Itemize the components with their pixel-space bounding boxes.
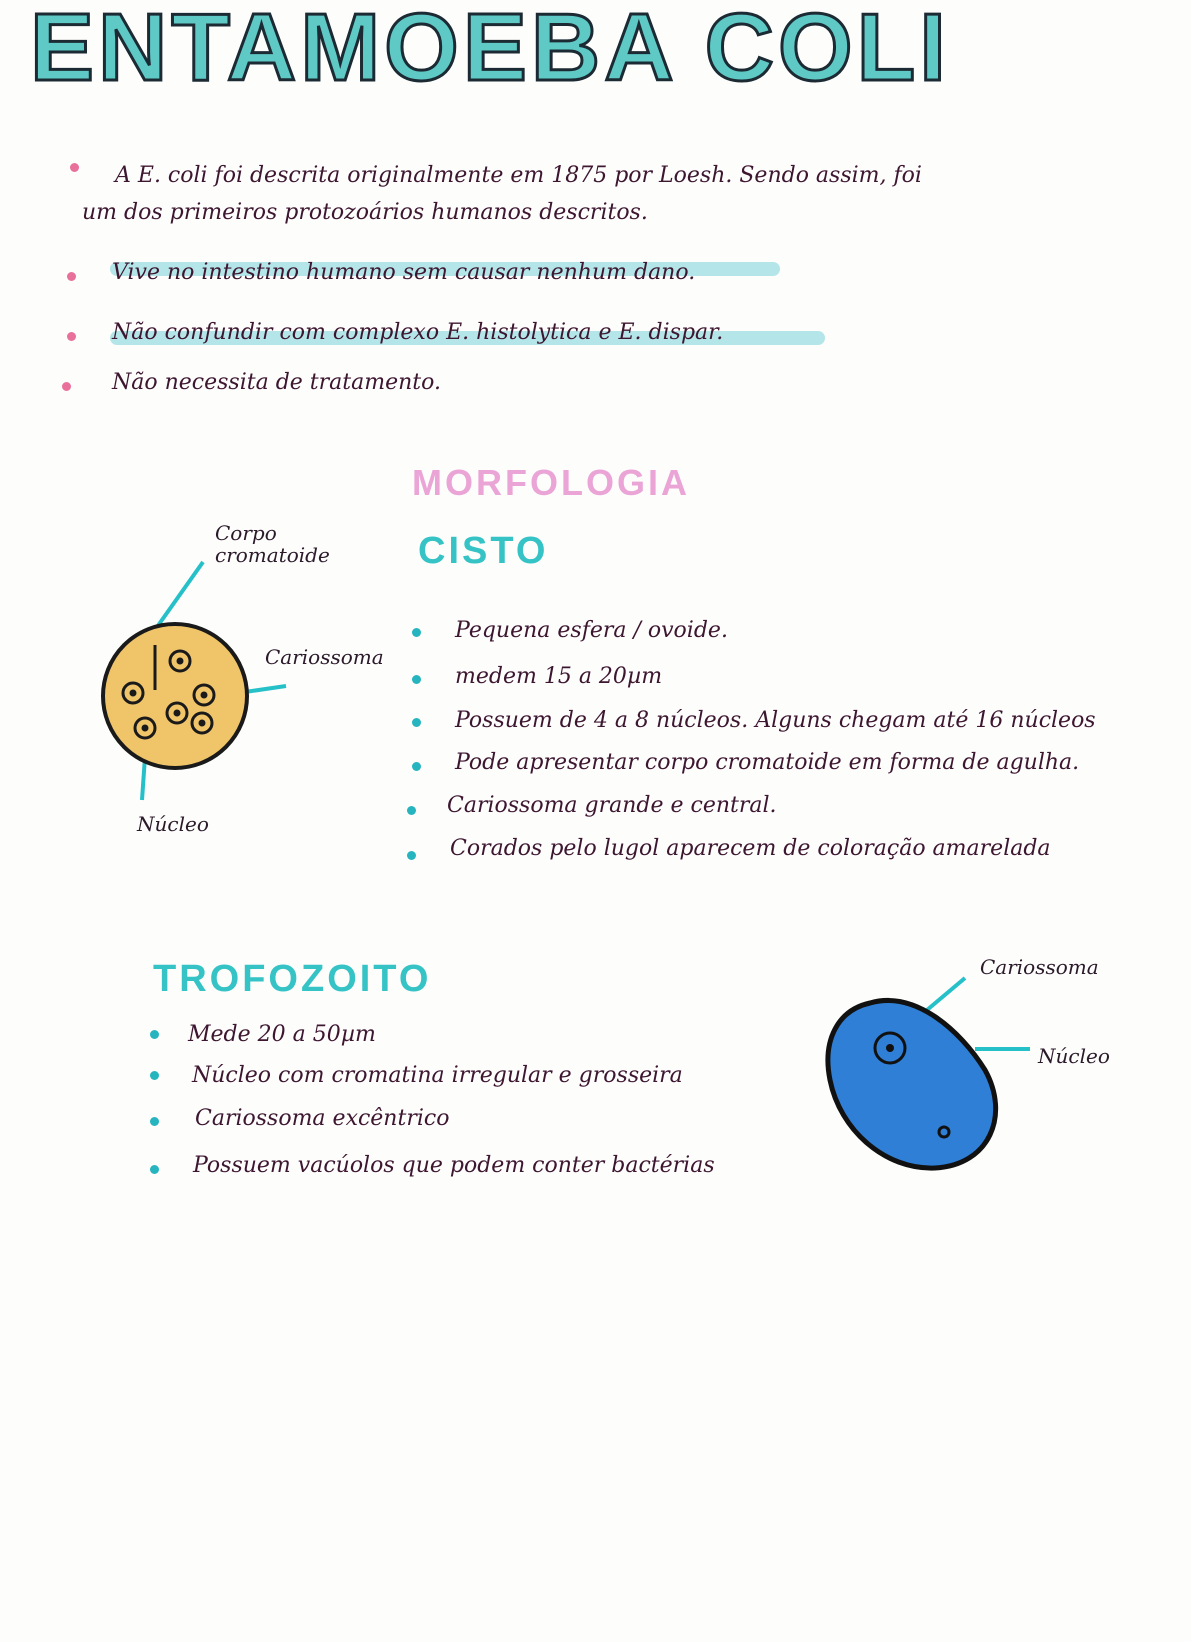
- intro-line-1a: A E. coli foi descrita originalmente em 1875 por Loesh. Sendo assim, foi: [115, 163, 922, 188]
- section-heading-morfologia: MORFOLOGIA: [412, 462, 690, 503]
- trofozoito-bullet: Cariossoma excêntrico: [195, 1106, 450, 1131]
- label-nucleo: Núcleo: [137, 812, 209, 836]
- label-cariossoma: Cariossoma: [265, 645, 384, 669]
- cisto-bullet: Possuem de 4 a 8 núcleos. Alguns chegam até 16 núcleos: [455, 708, 1096, 733]
- label-cariossoma-trofozoito: Cariossoma: [980, 955, 1099, 979]
- section-heading-cisto: CISTO: [418, 530, 549, 572]
- trofozoito-bullet: Mede 20 a 50µm: [188, 1022, 376, 1047]
- intro-line-2: Vive no intestino humano sem causar nenhum dano.: [112, 260, 696, 285]
- cisto-bullet: Corados pelo lugol aparecem de coloração amarelada: [450, 836, 1051, 861]
- cisto-bullet: Cariossoma grande e central.: [447, 793, 777, 818]
- cisto-bullet: Pequena esfera / ovoide.: [455, 618, 728, 643]
- trofozoito-bullet: Possuem vacúolos que podem conter bactérias: [193, 1153, 715, 1178]
- intro-line-4: Não necessita de tratamento.: [112, 370, 441, 395]
- karyosome: [886, 1044, 894, 1052]
- label-nucleo-trofozoito: Núcleo: [1038, 1044, 1110, 1068]
- section-heading-trofozoito: TROFOZOITO: [153, 958, 432, 1000]
- intro-line-3: Não confundir com complexo E. histolytica e E. dispar.: [112, 320, 724, 345]
- cisto-bullet: medem 15 a 20µm: [455, 664, 663, 689]
- cisto-bullet: Pode apresentar corpo cromatoide em forma de agulha.: [455, 750, 1080, 775]
- page-title: ENTAMOEBA COLI: [30, 0, 950, 101]
- pointer-line: [927, 978, 965, 1010]
- label-corpo-cromatoide: Corpo cromatoide: [215, 521, 330, 567]
- trophozoite-body: [828, 1001, 996, 1169]
- trofozoito-bullet: Núcleo com cromatina irregular e grosseira: [192, 1063, 683, 1088]
- intro-line-1b: um dos primeiros protozoários humanos descritos.: [82, 200, 648, 225]
